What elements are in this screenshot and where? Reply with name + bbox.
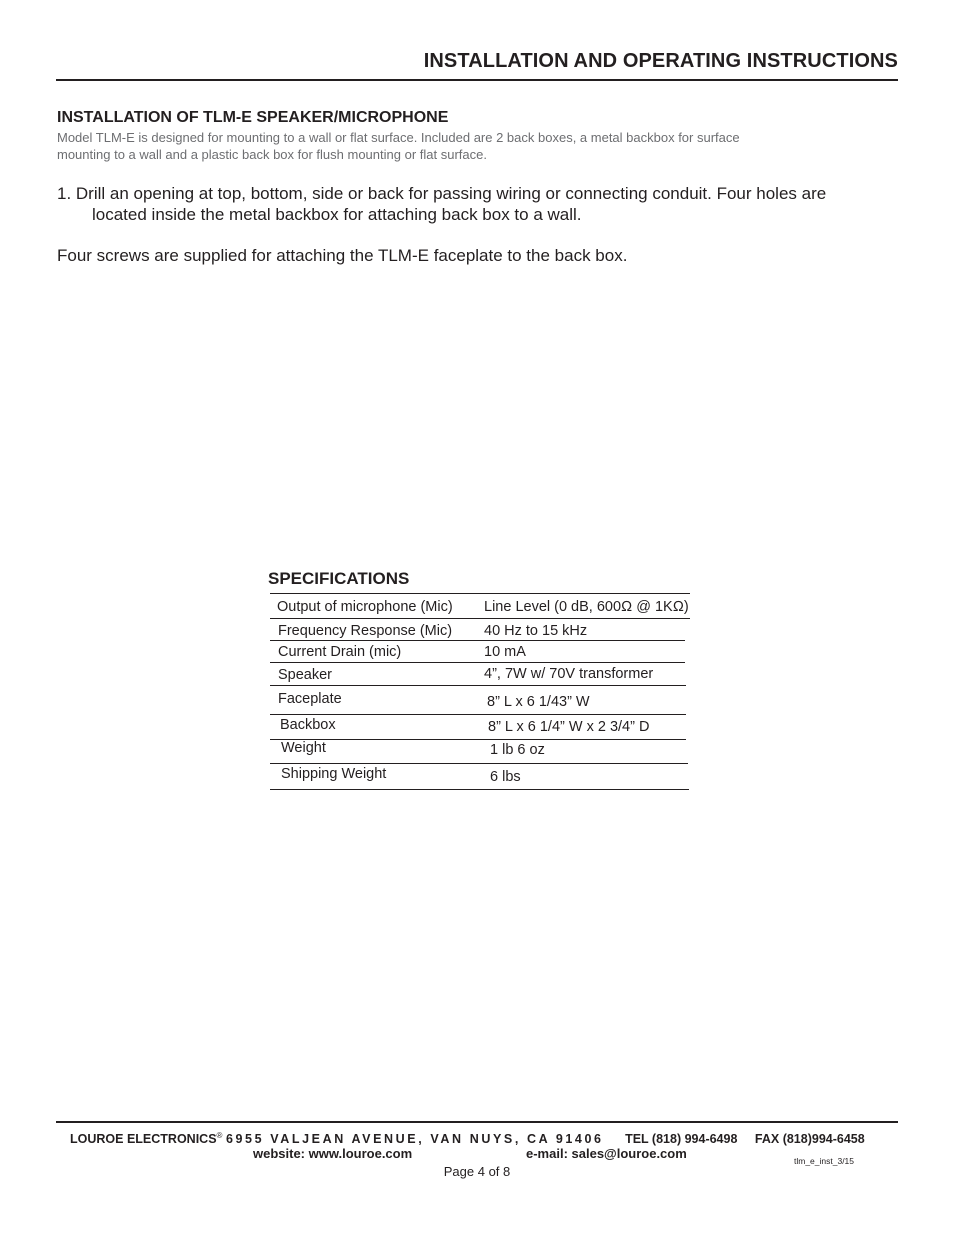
registered-mark: ®	[216, 1131, 223, 1140]
table-row	[270, 715, 686, 740]
specifications-table	[270, 593, 690, 790]
company-email: e-mail: sales@louroe.com	[526, 1146, 687, 1161]
spec-label: Speaker	[278, 667, 333, 683]
spec-value: 1 lb 6 oz	[490, 742, 545, 758]
spec-value: Line Level (0 dB, 600Ω @ 1KΩ)	[484, 599, 689, 615]
installation-intro	[57, 129, 897, 163]
spec-value: 8” L x 6 1/4” W x 2 3/4” D	[488, 719, 650, 735]
spec-label: Backbox	[280, 717, 336, 733]
step-1	[57, 183, 917, 225]
spec-label: Shipping Weight	[281, 766, 387, 782]
table-row	[270, 686, 686, 715]
spec-value: 4”, 7W w/ 70V transformer	[484, 666, 654, 682]
spec-label: Current Drain (mic)	[278, 644, 402, 660]
company-website: website: www.louroe.com	[253, 1146, 413, 1161]
company-fax: FAX (818)994-6458	[754, 1132, 865, 1147]
table-row	[270, 663, 686, 686]
page-number: Page 4 of 8	[443, 1164, 511, 1179]
specifications-heading: SPECIFICATIONS	[268, 569, 410, 588]
step-1-line: 1. Drill an opening at top, bottom, side or back for passing wiring or connecting conduit. Four holes are	[57, 184, 827, 203]
installation-heading: INSTALLATION OF TLM-E SPEAKER/MICROPHONE	[57, 109, 449, 126]
spec-label: Output of microphone (Mic)	[277, 599, 453, 615]
table-row	[270, 740, 688, 764]
spec-value: 10 mA	[484, 644, 526, 660]
company-name: LOUROE ELECTRONICS	[70, 1132, 217, 1147]
table-row	[270, 641, 685, 663]
footer-contact-line	[70, 1131, 865, 1146]
company-address: 6955 VALJEAN AVENUE, VAN NUYS, CA 91406	[225, 1132, 604, 1147]
spec-value: 40 Hz to 15 kHz	[484, 623, 588, 639]
spec-label: Weight	[281, 740, 326, 756]
table-row	[270, 764, 689, 790]
table-row	[270, 619, 685, 641]
spec-value: 8” L x 6 1/43” W	[487, 694, 590, 710]
header-divider	[56, 79, 898, 81]
company-phone: TEL (818) 994-6498	[625, 1132, 738, 1147]
table-row	[270, 593, 690, 619]
page-title: INSTALLATION AND OPERATING INSTRUCTIONS	[423, 50, 898, 72]
spec-label: Faceplate	[278, 691, 342, 707]
document-code: tlm_e_inst_3/15	[794, 1156, 855, 1166]
intro-line: Model TLM-E is designed for mounting to a wall or flat surface. Included are 2 back boxes, a metal backbox for surface	[57, 130, 740, 145]
footer-divider	[56, 1121, 898, 1123]
screws-note: Four screws are supplied for attaching the TLM-E faceplate to the back box.	[57, 246, 628, 265]
intro-line: mounting to a wall and a plastic back box for flush mounting or flat surface.	[57, 147, 487, 162]
spec-label: Frequency Response (Mic)	[278, 623, 453, 639]
spec-value: 6 lbs	[490, 769, 521, 785]
step-1-line: located inside the metal backbox for attaching back box to a wall.	[92, 205, 582, 224]
